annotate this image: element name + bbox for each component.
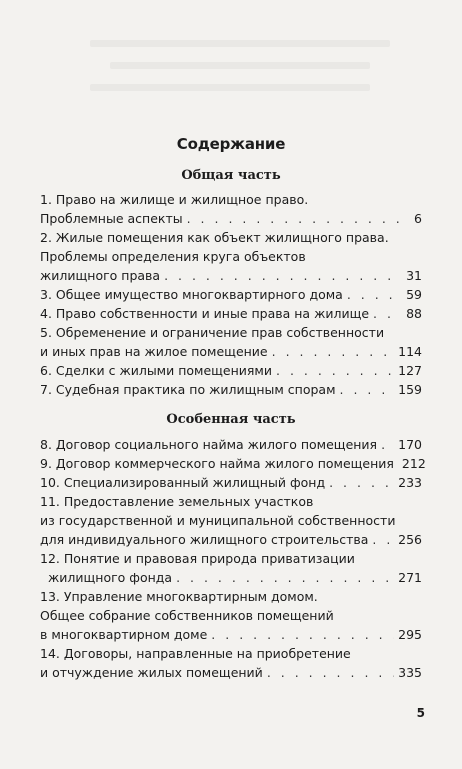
toc-entry-text: 6. Сделки с жилыми помещениями bbox=[40, 363, 272, 378]
toc-page-number: 31 bbox=[406, 268, 422, 283]
toc-entry-text: из государственной и муниципальной собственности bbox=[40, 513, 396, 528]
toc-entry-text: 7. Судебная практика по жилищным спорам bbox=[40, 382, 336, 397]
toc-entry-line bbox=[40, 323, 422, 342]
toc-entry-line[interactable] bbox=[40, 361, 422, 380]
leader-dots bbox=[272, 342, 395, 361]
leader-dots bbox=[187, 209, 410, 228]
toc-page-number: 233 bbox=[398, 475, 422, 490]
leader-dots bbox=[347, 285, 402, 304]
toc-entry-text: жилищного фонда bbox=[48, 570, 173, 585]
toc-entry-text: жилищного права bbox=[40, 268, 161, 283]
toc-entry-line bbox=[40, 511, 422, 530]
toc-entry-line[interactable] bbox=[40, 209, 422, 228]
toc-entry-text: 5. Обременение и ограничение прав собственности bbox=[40, 325, 385, 340]
leader-dots bbox=[164, 266, 402, 285]
leader-dots bbox=[267, 663, 394, 682]
toc-entry-line[interactable] bbox=[40, 454, 426, 473]
toc-page-number: 88 bbox=[406, 306, 422, 321]
toc-entry-text: 8. Договор социального найма жилого помещения bbox=[40, 437, 378, 452]
toc-entry-text: Проблемные аспекты bbox=[40, 211, 183, 226]
toc-entry-line bbox=[40, 228, 422, 247]
toc-page-number: 59 bbox=[406, 287, 422, 302]
bleed-through-decoration bbox=[90, 40, 390, 47]
toc-page-number: 114 bbox=[398, 344, 422, 359]
section-heading-general: Общая часть bbox=[181, 168, 281, 183]
bleed-through-decoration bbox=[110, 62, 370, 69]
toc-entry-line bbox=[40, 606, 422, 625]
toc-page-number: 335 bbox=[398, 665, 422, 680]
leader-dots bbox=[329, 473, 394, 492]
leader-dots bbox=[381, 435, 394, 454]
toc-entry-text: 3. Общее имущество многоквартирного дома bbox=[40, 287, 343, 302]
toc-entry-text: 10. Специализированный жилищный фонд bbox=[40, 475, 326, 490]
bleed-through-decoration bbox=[90, 84, 370, 91]
toc-entry-line[interactable] bbox=[40, 435, 422, 454]
toc-entry-line bbox=[40, 549, 422, 568]
toc-entry-text: и отчуждение жилых помещений bbox=[40, 665, 263, 680]
toc-entry-line[interactable] bbox=[40, 266, 422, 285]
leader-dots bbox=[211, 625, 394, 644]
toc-entry-text: Проблемы определения круга объектов bbox=[40, 249, 306, 264]
toc-page-number: 256 bbox=[398, 532, 422, 547]
toc-entry-line bbox=[40, 492, 422, 511]
toc-entry-line[interactable] bbox=[40, 304, 422, 323]
toc-entry-text: 1. Право на жилище и жилищное право. bbox=[40, 192, 309, 207]
toc-entry-line bbox=[40, 587, 422, 606]
toc-entry-text: 9. Договор коммерческого найма жилого помещения bbox=[40, 456, 394, 471]
toc-entry-text: Общее собрание собственников помещений bbox=[40, 608, 334, 623]
leader-dots bbox=[340, 380, 395, 399]
toc-entry-line[interactable] bbox=[40, 380, 422, 399]
toc-page-number: 127 bbox=[398, 363, 422, 378]
toc-page-number: 159 bbox=[398, 382, 422, 397]
toc-entry-line[interactable] bbox=[40, 285, 422, 304]
toc-entry-text: 4. Право собственности и иные права на жилище bbox=[40, 306, 370, 321]
toc-page-number: 295 bbox=[398, 627, 422, 642]
toc-entry-line bbox=[40, 190, 422, 209]
toc-page-number: 170 bbox=[398, 437, 422, 452]
toc-entry-line[interactable] bbox=[40, 342, 422, 361]
toc-entry-text: 14. Договоры, направленные на приобретение bbox=[40, 646, 351, 661]
toc-entry-line bbox=[40, 247, 422, 266]
toc-entry-text: в многоквартирном доме bbox=[40, 627, 208, 642]
leader-dots bbox=[276, 361, 394, 380]
leader-dots bbox=[373, 304, 402, 323]
toc-entry-line[interactable] bbox=[40, 568, 422, 587]
toc-entry-line[interactable] bbox=[40, 473, 422, 492]
toc-entry-line[interactable] bbox=[40, 625, 422, 644]
toc-page-number: 271 bbox=[398, 570, 422, 585]
page-title: Содержание bbox=[176, 135, 286, 153]
leader-dots bbox=[176, 568, 394, 587]
page-number-folio: 5 bbox=[416, 706, 425, 720]
toc-page-number: 212 bbox=[401, 456, 426, 471]
toc-entry-text: 11. Предоставление земельных участков bbox=[40, 494, 314, 509]
toc-entry-line bbox=[40, 644, 422, 663]
toc-entry-text: для индивидуального жилищного строительства bbox=[40, 532, 369, 547]
leader-dots bbox=[372, 530, 394, 549]
toc-entry-line[interactable] bbox=[40, 663, 422, 682]
toc-page-number: 6 bbox=[414, 211, 422, 226]
toc-entry-text: 12. Понятие и правовая природа приватизации bbox=[40, 551, 355, 566]
toc-entry-text: и иных прав на жилое помещение bbox=[40, 344, 268, 359]
toc-entry-line[interactable] bbox=[40, 530, 422, 549]
toc-entry-text: 13. Управление многоквартирным домом. bbox=[40, 589, 318, 604]
toc-entry-text: 2. Жилые помещения как объект жилищного права. bbox=[40, 230, 389, 245]
section-heading-special: Особенная часть bbox=[166, 412, 296, 427]
